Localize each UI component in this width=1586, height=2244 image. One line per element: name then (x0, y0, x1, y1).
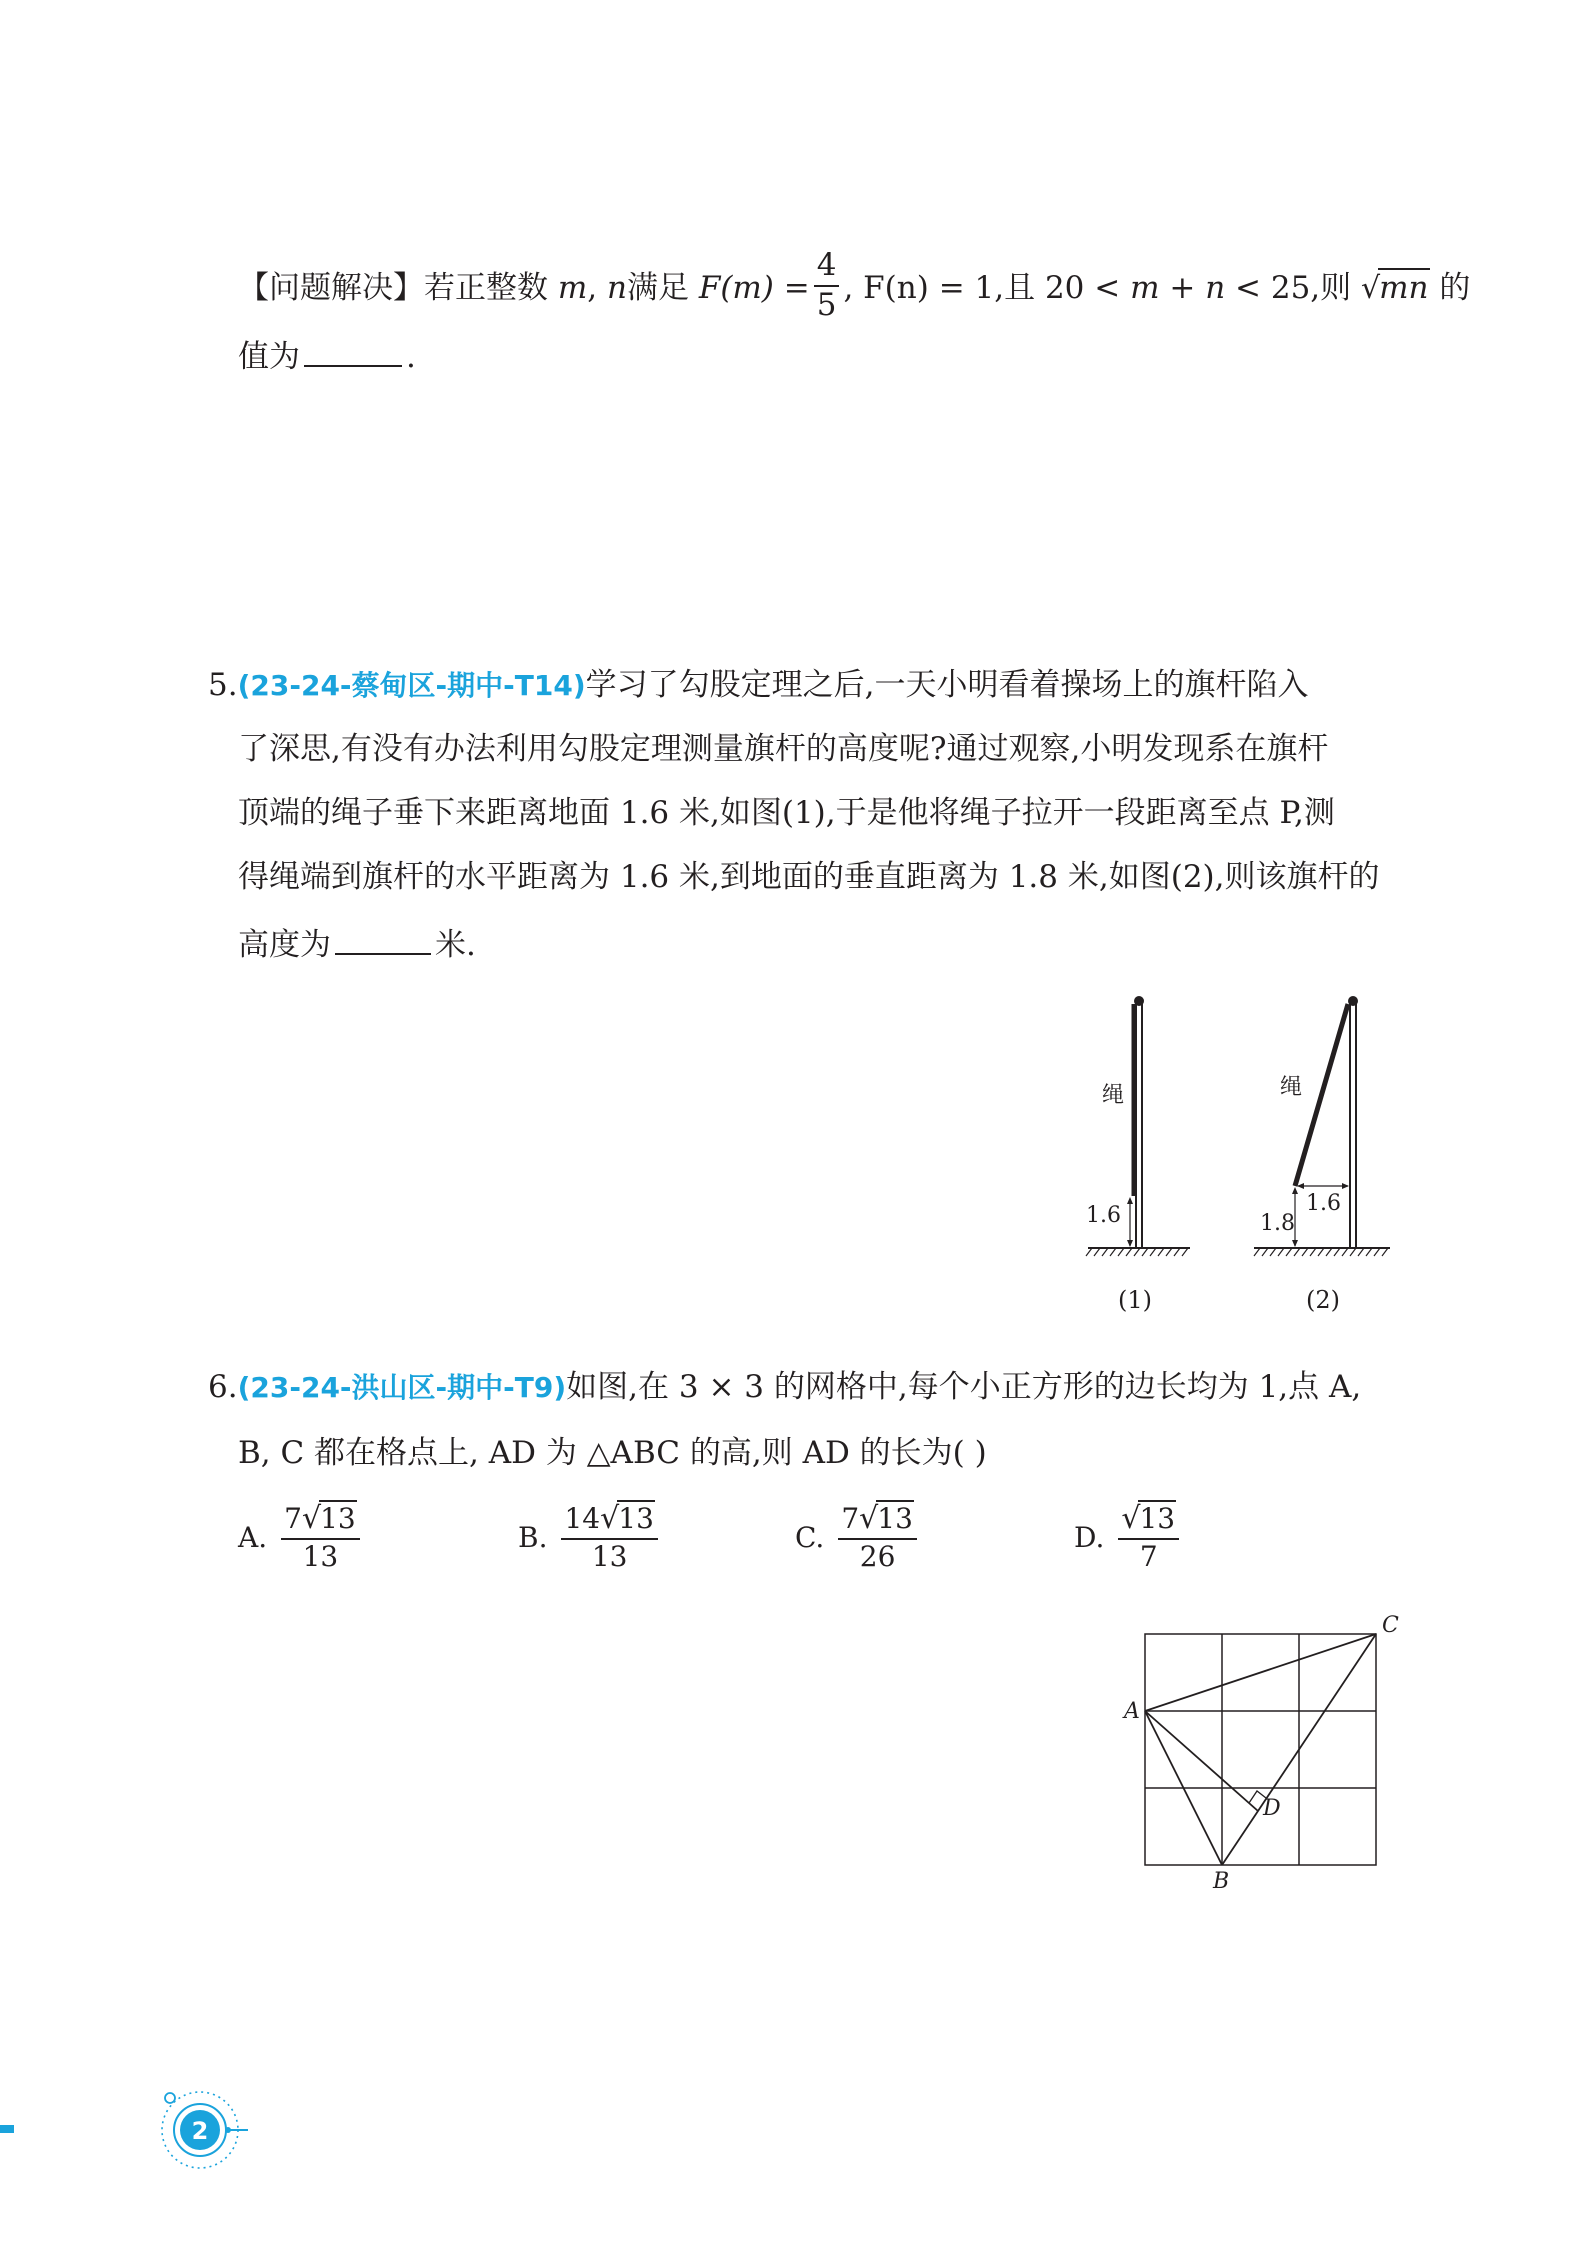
q5-line3: 顶端的绳子垂下来距离地面 1.6 米,如图(1),于是他将绳子拉开一段距离至点 P,测 (238, 795, 1335, 831)
arrow-head (1127, 1240, 1133, 1247)
source-tag: (23-24-蔡甸区-期中-T14) (237, 669, 586, 702)
coef: 7 (284, 1502, 302, 1535)
var-m: m (1130, 270, 1160, 307)
option-label: B. (518, 1520, 548, 1554)
rope-label: 绳 (1102, 1083, 1125, 1108)
q4-text: < 25,则 (1235, 270, 1352, 307)
q5-line5 (238, 924, 476, 966)
question-number: 6. (208, 1369, 238, 1405)
point-c-label: C (1382, 1613, 1399, 1638)
grid-triangle-figure (1110, 1610, 1410, 1890)
q4-line2 (238, 336, 416, 378)
arrow-head (1292, 1240, 1298, 1247)
option-fraction (1118, 1502, 1179, 1573)
arrow-head (1127, 1197, 1133, 1204)
radicand: 13 (877, 1502, 913, 1535)
q4-text: 的 (1439, 270, 1471, 307)
q5-line4: 得绳端到旗杆的水平距离为 1.6 米,到地面的垂直距离为 1.8 米,如图(2),则该旗杆的 (238, 859, 1380, 895)
q4-text: 值为 (238, 339, 300, 375)
q5-text: 米. (435, 927, 476, 963)
q6-line1 (208, 1366, 1361, 1409)
flagpole-figure-1 (1080, 990, 1200, 1290)
var-n: n (606, 270, 627, 307)
fig1-caption: (1) (1118, 1286, 1152, 1314)
ground-hatch (1254, 1248, 1388, 1256)
option-fraction (281, 1502, 360, 1573)
fraction-4-5 (814, 248, 840, 323)
flagpole (1350, 1002, 1356, 1248)
radicand: 13 (1139, 1502, 1176, 1535)
q4-text: 满足 (626, 270, 689, 307)
frac-den: 7 (1139, 1539, 1158, 1573)
height-label: 1.8 (1260, 1211, 1295, 1236)
period: . (406, 339, 416, 375)
option-fraction (561, 1502, 657, 1573)
arrow-head (1292, 1187, 1298, 1194)
q4-line1 (238, 247, 1471, 327)
arrow-head (1342, 1183, 1349, 1189)
point-b-label: B (1213, 1869, 1230, 1890)
frac-den: 5 (816, 286, 837, 323)
answer-blank[interactable] (335, 947, 431, 955)
q5-line1 (208, 664, 1309, 707)
frac-num: 4 (814, 248, 840, 287)
q6-line2: B, C 都在格点上, AD 为 △ABC 的高,则 AD 的长为( ) (238, 1435, 987, 1471)
var-n: n (1205, 270, 1226, 307)
frac-den: 13 (591, 1539, 628, 1573)
option-c[interactable] (795, 1502, 921, 1573)
q5-line2: 了深思,有没有办法利用勾股定理测量旗杆的高度呢?通过观察,小明发现系在旗杆 (238, 731, 1329, 767)
frac-num: 7√13 (838, 1502, 917, 1540)
answer-blank[interactable] (304, 359, 402, 367)
source-tag: (23-24-洪山区-期中-T9) (237, 1371, 567, 1404)
coef: 7 (841, 1502, 860, 1535)
plus: + (1169, 270, 1196, 307)
height-label: 1.6 (1086, 1203, 1121, 1228)
fn-expr: , F(n) = 1,且 20 < (843, 270, 1121, 307)
bracket-label: 【问题解决】 (238, 270, 424, 307)
decor-dot (225, 2127, 231, 2133)
frac-num: 14√13 (561, 1502, 657, 1540)
page-number: 2 (191, 2117, 209, 2145)
flagpole-figure-2 (1250, 990, 1410, 1290)
q5-text: 学习了勾股定理之后,一天小明看着操场上的旗杆陷入 (585, 667, 1309, 703)
width-label: 1.6 (1306, 1191, 1341, 1216)
frac-num: 7√13 (281, 1502, 360, 1540)
coef: 14 (564, 1502, 601, 1535)
rope (1295, 1004, 1348, 1186)
option-label: C. (795, 1520, 825, 1554)
q5-text: 高度为 (238, 927, 331, 963)
radicand: 13 (618, 1502, 654, 1535)
option-b[interactable] (518, 1502, 662, 1573)
var-m: m (557, 270, 588, 307)
q4-text: 若正整数 (424, 270, 548, 307)
fig2-caption: (2) (1306, 1286, 1340, 1314)
sqrt-arg: mn (1379, 270, 1429, 307)
frac-den: 13 (302, 1539, 339, 1573)
page-number-badge (148, 2080, 258, 2180)
option-a[interactable] (238, 1502, 364, 1573)
option-label: D. (1074, 1520, 1105, 1554)
option-label: A. (238, 1520, 268, 1554)
grid-3x3 (1145, 1634, 1376, 1865)
radicand: 13 (320, 1502, 356, 1535)
frac-num: √13 (1118, 1502, 1179, 1540)
comma: , (587, 270, 598, 307)
triangle-abc (1145, 1634, 1376, 1865)
rope-label: 绳 (1280, 1075, 1303, 1100)
point-a-label: A (1124, 1699, 1140, 1724)
fm-expr: F(m) = (698, 270, 810, 307)
q6-text: 如图,在 3 × 3 的网格中,每个小正方形的边长均为 1,点 A, (566, 1369, 1362, 1405)
page-edge-marker (0, 2125, 14, 2133)
question-number: 5. (208, 667, 238, 703)
decor-dot (165, 2093, 175, 2103)
ground-hatch (1086, 1248, 1188, 1256)
flagpole (1136, 1002, 1142, 1248)
point-d-label: D (1263, 1796, 1281, 1821)
option-d[interactable] (1074, 1502, 1183, 1573)
sqrt-mn: √mn (1361, 270, 1429, 307)
option-fraction (838, 1502, 917, 1573)
frac-den: 26 (859, 1539, 896, 1573)
